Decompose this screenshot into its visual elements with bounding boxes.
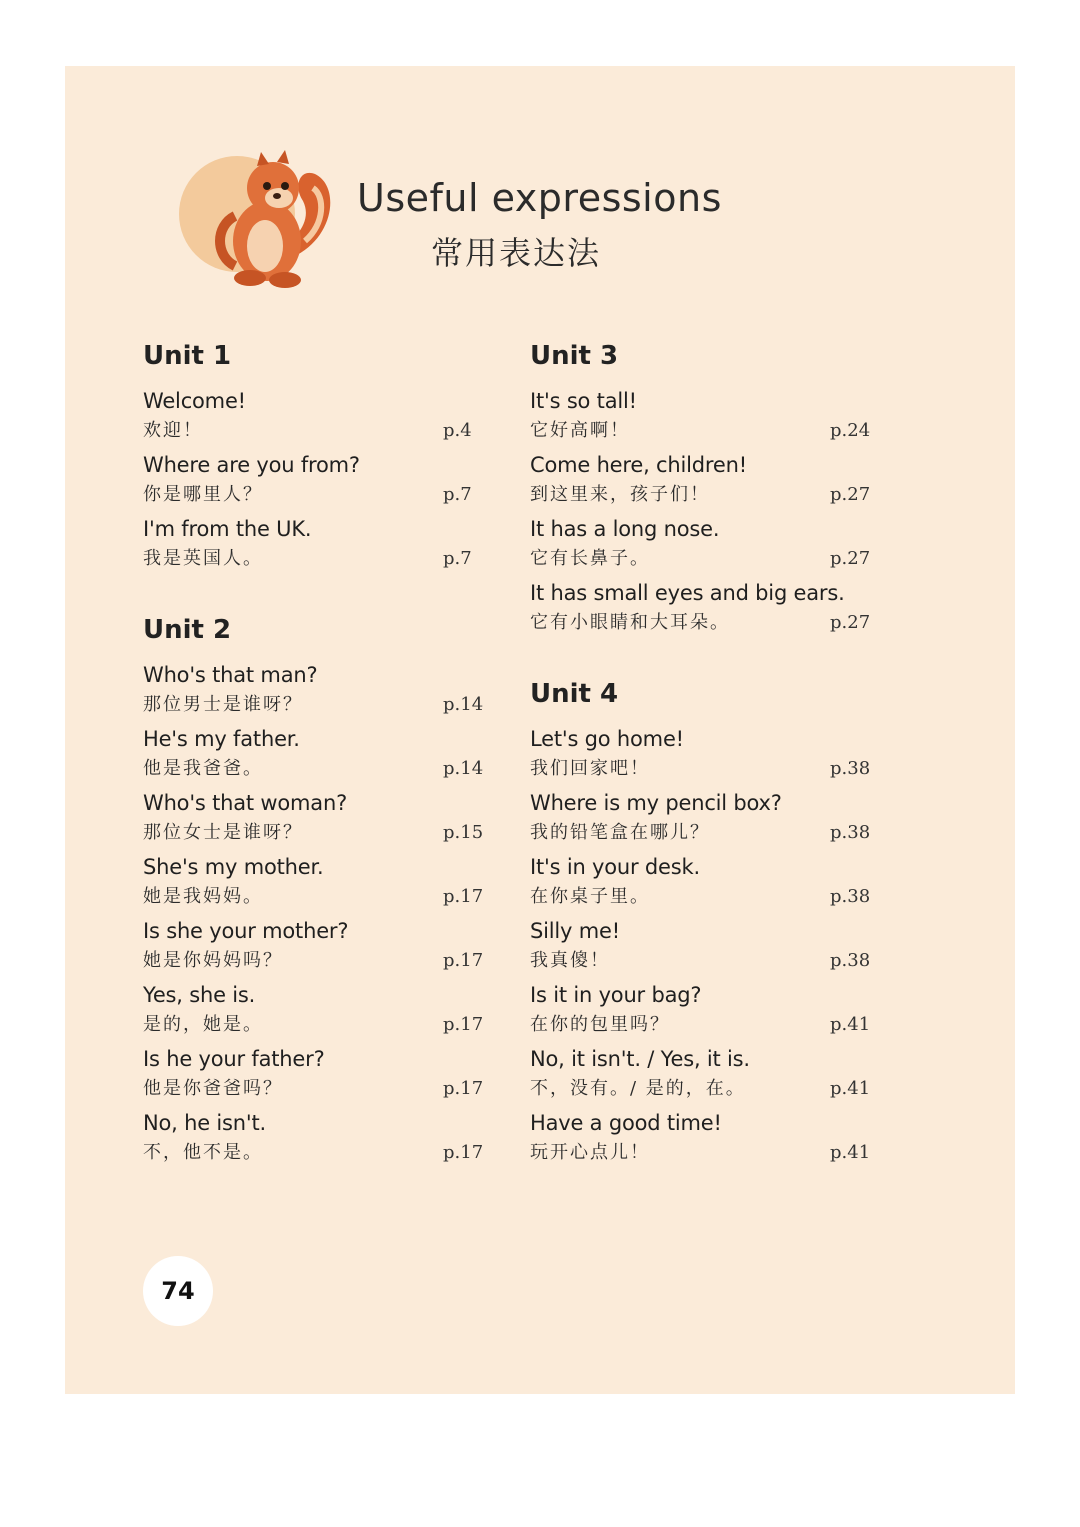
expression-translation-row	[143, 544, 503, 578]
expression-english: It has a long nose.	[530, 517, 720, 541]
expression-page-ref: p.24	[830, 420, 871, 441]
expression-english: Welcome!	[143, 389, 246, 413]
expression-english: Let's go home!	[530, 727, 684, 751]
expression-page-ref: p.41	[830, 1014, 871, 1035]
expression-translation-row	[530, 416, 890, 450]
expression-translation-row	[530, 480, 890, 514]
squirrel-mascot-icon	[175, 146, 345, 291]
expression-item	[143, 980, 503, 1044]
expression-page-ref: p.41	[830, 1078, 871, 1099]
expression-page-ref: p.14	[443, 694, 484, 715]
expression-item	[143, 916, 503, 980]
unit-block	[530, 338, 890, 642]
expression-english: She's my mother.	[143, 855, 324, 879]
expression-english: No, it isn't. / Yes, it is.	[530, 1047, 750, 1071]
expression-translation-row	[530, 1010, 890, 1044]
expression-english: Who's that woman?	[143, 791, 348, 815]
expression-translation-row	[143, 1074, 503, 1108]
expression-item	[530, 724, 890, 788]
expression-page-ref: p.38	[830, 758, 871, 779]
expression-item	[530, 386, 890, 450]
expression-english: It's so tall!	[530, 389, 637, 413]
expression-item	[530, 578, 890, 642]
expression-page-ref: p.38	[830, 950, 871, 971]
expression-chinese: 是的，她是。	[143, 1014, 263, 1035]
expression-page-ref: p.27	[830, 548, 871, 569]
expression-chinese: 我们回家吧！	[530, 758, 650, 779]
expression-chinese: 我的铅笔盒在哪儿？	[530, 822, 710, 843]
expression-page-ref: p.27	[830, 484, 871, 505]
expression-translation-row	[143, 754, 503, 788]
expression-item	[530, 1108, 890, 1172]
expression-page-ref: p.17	[443, 886, 484, 907]
expression-item	[143, 724, 503, 788]
expression-chinese: 到这里来，孩子们！	[530, 484, 710, 505]
expression-translation-row	[143, 946, 503, 980]
unit-heading: Unit 1	[143, 341, 232, 371]
expression-translation-row	[530, 882, 890, 916]
expression-chinese: 它好高啊！	[530, 420, 630, 441]
expression-page-ref: p.17	[443, 1142, 484, 1163]
expression-page-ref: p.17	[443, 1014, 484, 1035]
expression-chinese: 我是英国人。	[143, 548, 263, 569]
expression-page-ref: p.38	[830, 822, 871, 843]
expression-chinese: 那位男士是谁呀？	[143, 694, 303, 715]
expression-chinese: 玩开心点儿！	[530, 1142, 650, 1163]
expression-chinese: 那位女士是谁呀？	[143, 822, 303, 843]
expression-chinese: 她是我妈妈。	[143, 886, 263, 907]
expression-item	[530, 916, 890, 980]
expression-item	[143, 450, 503, 514]
expression-english: Who's that man?	[143, 663, 318, 687]
expression-english: It has small eyes and big ears.	[530, 581, 845, 605]
expression-english: Where are you from?	[143, 453, 360, 477]
unit-heading: Unit 4	[530, 679, 619, 709]
expression-item	[530, 852, 890, 916]
expression-chinese: 它有小眼睛和大耳朵。	[530, 612, 730, 633]
page-subtitle: 常用表达法	[431, 234, 602, 272]
expression-item	[530, 514, 890, 578]
expression-item	[143, 788, 503, 852]
expression-translation-row	[530, 946, 890, 980]
expression-chinese: 欢迎！	[143, 420, 203, 441]
page-number: 74	[143, 1256, 213, 1326]
expression-chinese: 在你桌子里。	[530, 886, 650, 907]
expression-chinese: 在你的包里吗？	[530, 1014, 670, 1035]
expression-page-ref: p.41	[830, 1142, 871, 1163]
expression-translation-row	[530, 544, 890, 578]
expression-english: Is he your father?	[143, 1047, 325, 1071]
expression-chinese: 他是我爸爸。	[143, 758, 263, 779]
expression-english: No, he isn't.	[143, 1111, 266, 1135]
expression-page-ref: p.27	[830, 612, 871, 633]
expression-page-ref: p.15	[443, 822, 484, 843]
unit-block	[530, 676, 890, 1172]
expression-item	[143, 852, 503, 916]
expression-translation-row	[530, 608, 890, 642]
expression-chinese: 不，他不是。	[143, 1142, 263, 1163]
expression-page-ref: p.7	[443, 548, 472, 569]
expression-translation-row	[143, 1010, 503, 1044]
expression-translation-row	[530, 1138, 890, 1172]
expression-translation-row	[530, 818, 890, 852]
expression-chinese: 我真傻！	[530, 950, 610, 971]
expression-chinese: 不，没有。/ 是的，在。	[530, 1078, 746, 1099]
expression-item	[530, 980, 890, 1044]
unit-block	[143, 612, 503, 1172]
book-page	[65, 66, 1015, 1394]
expression-page-ref: p.7	[443, 484, 472, 505]
expression-chinese: 它有长鼻子。	[530, 548, 650, 569]
expression-english: I'm from the UK.	[143, 517, 312, 541]
expression-english: He's my father.	[143, 727, 300, 751]
expression-translation-row	[530, 1074, 890, 1108]
expression-item	[530, 788, 890, 852]
expression-english: Silly me!	[530, 919, 620, 943]
expression-translation-row	[143, 416, 503, 450]
left-column	[143, 338, 503, 1206]
expression-page-ref: p.17	[443, 950, 484, 971]
expression-translation-row	[143, 1138, 503, 1172]
unit-heading: Unit 3	[530, 341, 619, 371]
expression-item	[143, 514, 503, 578]
expression-chinese: 你是哪里人？	[143, 484, 263, 505]
expression-english: Where is my pencil box?	[530, 791, 782, 815]
expression-translation-row	[530, 754, 890, 788]
expression-page-ref: p.14	[443, 758, 484, 779]
expression-item	[143, 1108, 503, 1172]
expression-translation-row	[143, 818, 503, 852]
expression-page-ref: p.4	[443, 420, 472, 441]
expression-item	[143, 660, 503, 724]
expression-english: Is it in your bag?	[530, 983, 702, 1007]
expression-english: Is she your mother?	[143, 919, 349, 943]
expression-page-ref: p.17	[443, 1078, 484, 1099]
expression-item	[143, 386, 503, 450]
unit-block	[143, 338, 503, 578]
page-title: Useful expressions	[357, 176, 722, 220]
expression-english: It's in your desk.	[530, 855, 700, 879]
expression-translation-row	[143, 690, 503, 724]
right-column	[530, 338, 890, 1206]
expression-chinese: 她是你妈妈吗？	[143, 950, 283, 971]
expression-english: Yes, she is.	[143, 983, 256, 1007]
expression-item	[530, 450, 890, 514]
expression-english: Have a good time!	[530, 1111, 722, 1135]
expression-english: Come here, children!	[530, 453, 747, 477]
expression-page-ref: p.38	[830, 886, 871, 907]
expression-item	[143, 1044, 503, 1108]
expression-translation-row	[143, 882, 503, 916]
expression-item	[530, 1044, 890, 1108]
unit-heading: Unit 2	[143, 615, 232, 645]
expression-translation-row	[143, 480, 503, 514]
expression-chinese: 他是你爸爸吗？	[143, 1078, 283, 1099]
